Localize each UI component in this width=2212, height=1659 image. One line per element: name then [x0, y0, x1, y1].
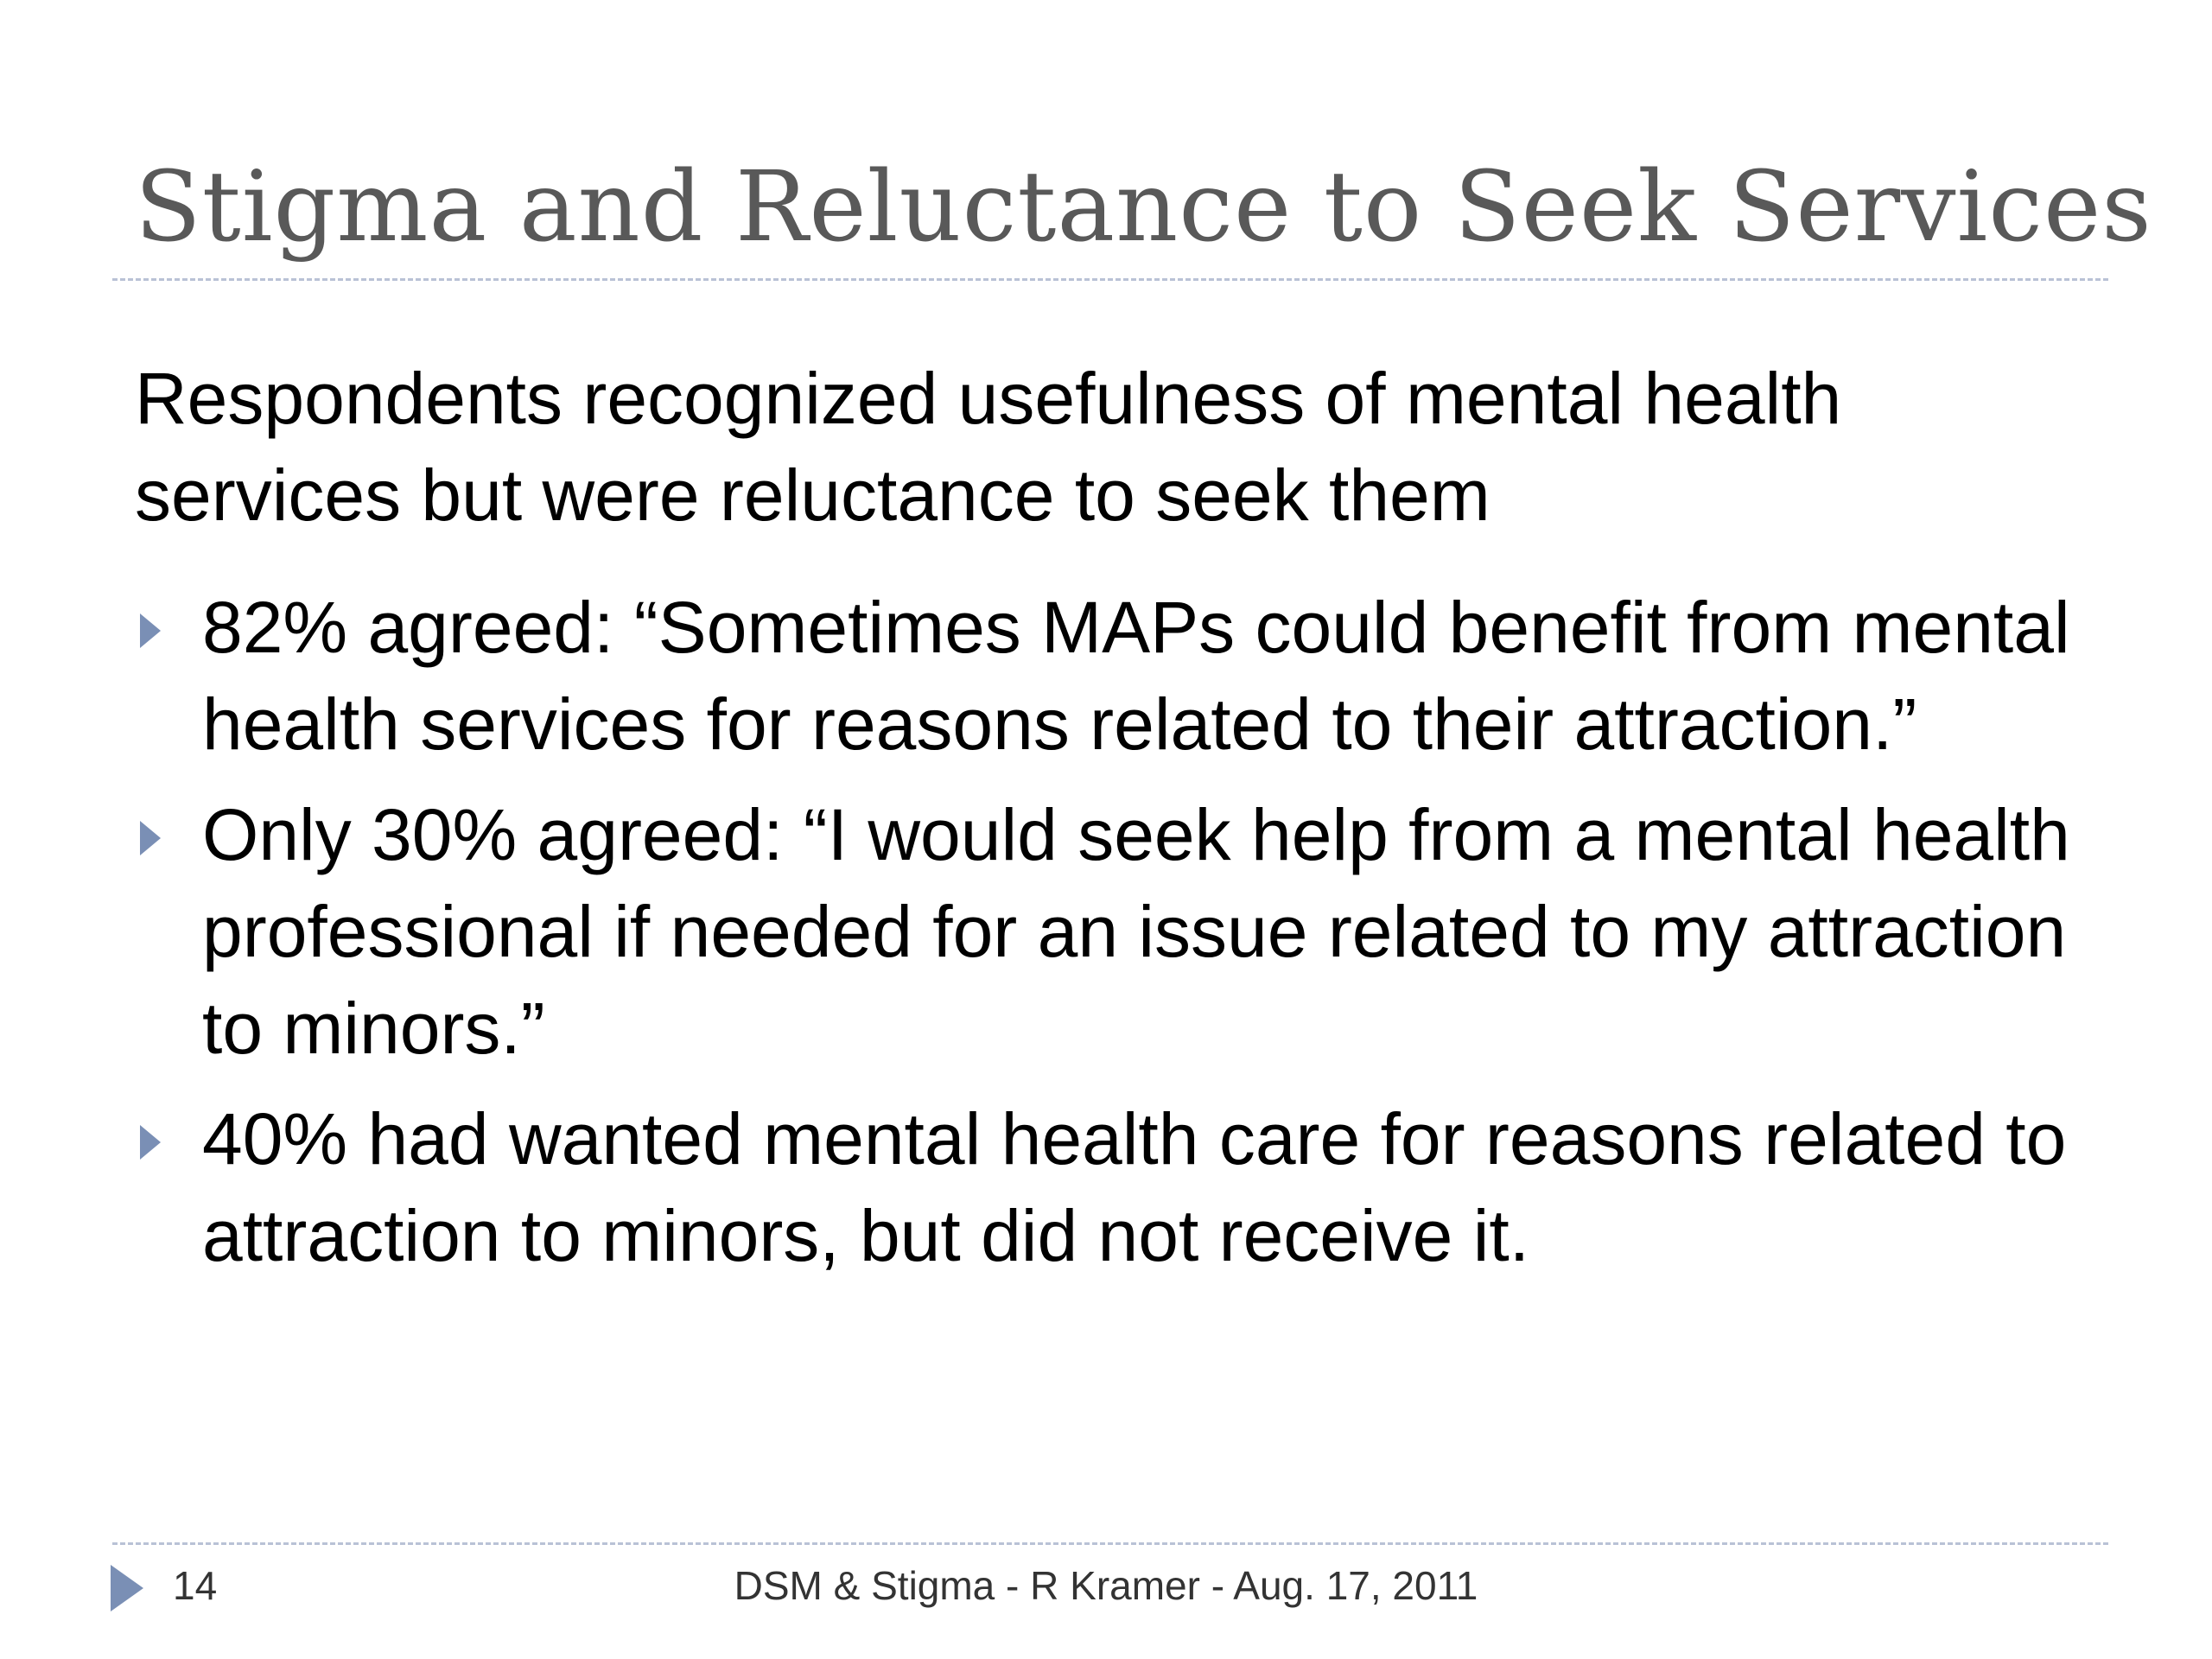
- bullet-item: [135, 1090, 2113, 1284]
- bullet-list: [135, 579, 2113, 1298]
- title-divider: [112, 278, 2108, 281]
- triangle-bullet-icon: [140, 1125, 161, 1160]
- footer-text: DSM & Stigma - R Kramer - Aug. 17, 2011: [734, 1563, 1478, 1608]
- page-number: 14: [173, 1563, 218, 1608]
- slide-title: Stigma and Reluctance to Seek Services: [135, 151, 2152, 264]
- bullet-text: 40% had wanted mental health care for reasons related to attraction to minors, but did not receive it.: [202, 1098, 2067, 1276]
- bullet-item: [135, 786, 2113, 1077]
- triangle-bullet-icon: [140, 821, 161, 855]
- intro-paragraph: Respondents recognized usefulness of mental health services but were reluctance to seek them: [135, 358, 1842, 536]
- bullet-text: 82% agreed: “Sometimes MAPs could benefit from mental health services for reasons related to their attraction.”: [202, 587, 2070, 765]
- bullet-text: Only 30% agreed: “I would seek help from a mental health professional if needed for an issue related to my attraction to minors.”: [202, 794, 2070, 1069]
- footer-divider: [112, 1542, 2108, 1545]
- bullet-item: [135, 579, 2113, 772]
- triangle-bullet-icon: [140, 613, 161, 648]
